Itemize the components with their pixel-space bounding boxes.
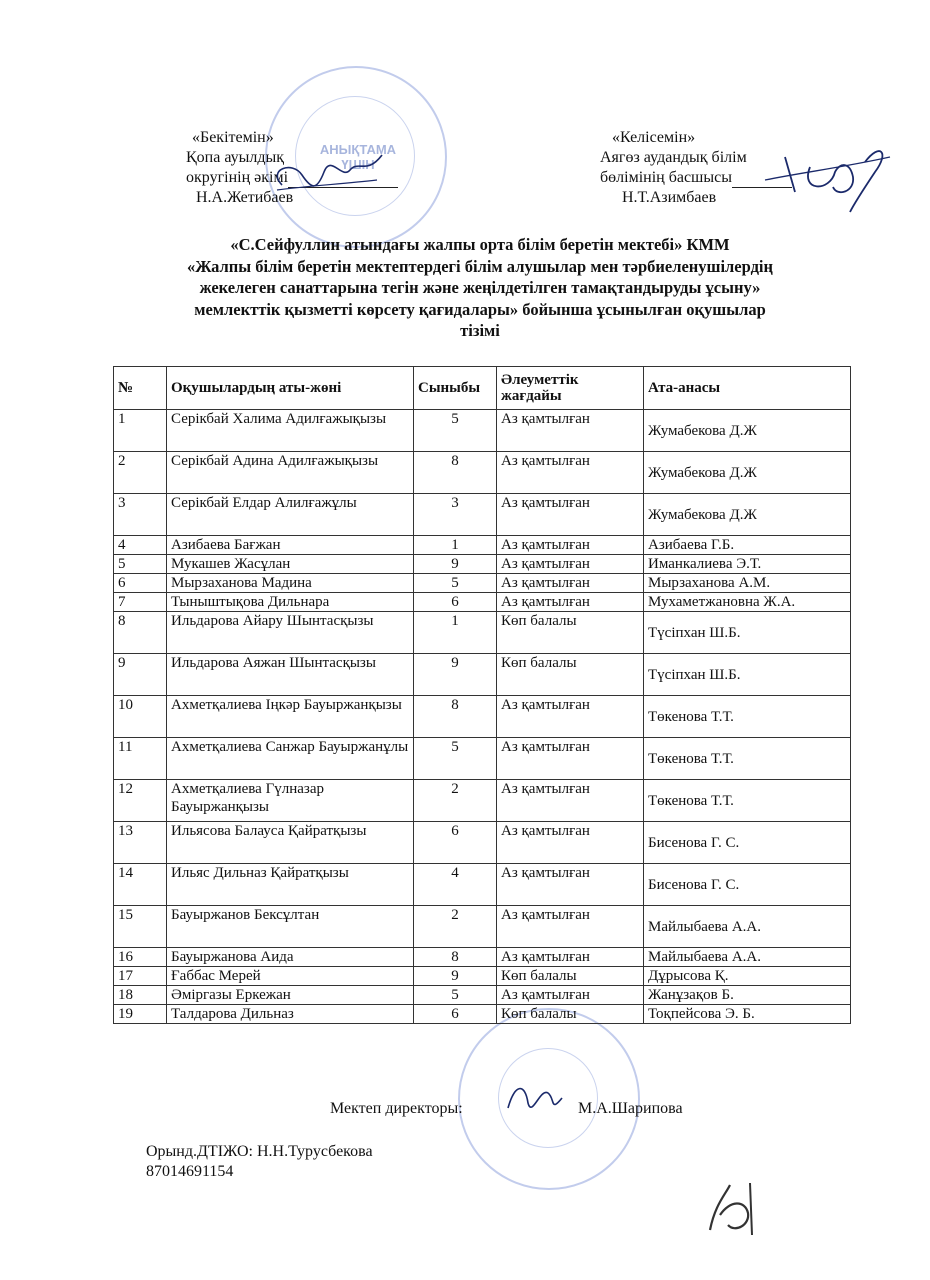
cell-status: Аз қамтылған bbox=[497, 948, 644, 967]
agree-line1: Аягөз аудандық білім bbox=[600, 149, 747, 166]
cell-num: 3 bbox=[114, 494, 167, 536]
cell-parent: Түсіпхан Ш.Б. bbox=[644, 654, 851, 696]
cell-name: Серікбай Елдар Алилғажұлы bbox=[167, 494, 414, 536]
cell-name: Ильдарова Айару Шынтасқызы bbox=[167, 612, 414, 654]
cell-parent: Азибаева Г.Б. bbox=[644, 536, 851, 555]
cell-name: Ильяс Дильназ Қайратқызы bbox=[167, 864, 414, 906]
cell-parent: Майлыбаева А.А. bbox=[644, 906, 851, 948]
cell-num: 2 bbox=[114, 452, 167, 494]
cell-num: 13 bbox=[114, 822, 167, 864]
cell-class: 1 bbox=[414, 612, 497, 654]
cell-status: Аз қамтылған bbox=[497, 986, 644, 1005]
table-row bbox=[114, 612, 851, 654]
cell-parent: Төкенова Т.Т. bbox=[644, 696, 851, 738]
cell-status: Көп балалы bbox=[497, 967, 644, 986]
cell-class: 9 bbox=[414, 654, 497, 696]
approve-line2: округінің әкімі bbox=[186, 169, 289, 186]
approve-heading: «Бекітемін» bbox=[192, 129, 274, 146]
cell-status: Аз қамтылған bbox=[497, 906, 644, 948]
cell-parent: Жанұзақов Б. bbox=[644, 986, 851, 1005]
cell-class: 8 bbox=[414, 696, 497, 738]
cell-status: Аз қамтылған bbox=[497, 822, 644, 864]
cell-num: 12 bbox=[114, 780, 167, 822]
cell-class: 9 bbox=[414, 967, 497, 986]
cell-name: Ғаббас Мерей bbox=[167, 967, 414, 986]
cell-num: 19 bbox=[114, 1005, 167, 1024]
table-row bbox=[114, 822, 851, 864]
cell-name: Ильясова Балауса Қайратқызы bbox=[167, 822, 414, 864]
cell-parent: Тоқпейсова Э. Б. bbox=[644, 1005, 851, 1024]
cell-parent: Төкенова Т.Т. bbox=[644, 738, 851, 780]
executor-phone: 87014691154 bbox=[146, 1163, 234, 1180]
cell-class: 8 bbox=[414, 452, 497, 494]
cell-name: Тыныштықова Дильнара bbox=[167, 593, 414, 612]
cell-class: 5 bbox=[414, 986, 497, 1005]
table-row bbox=[114, 1005, 851, 1024]
director-signature bbox=[500, 1078, 570, 1123]
approve-line1: Қопа ауылдық bbox=[186, 149, 285, 166]
cell-name: Бауыржанов Бексұлтан bbox=[167, 906, 414, 948]
cell-parent: Иманкалиева Э.Т. bbox=[644, 555, 851, 574]
cell-name: Талдарова Дильназ bbox=[167, 1005, 414, 1024]
cell-num: 1 bbox=[114, 410, 167, 452]
cell-class: 5 bbox=[414, 574, 497, 593]
table-row bbox=[114, 452, 851, 494]
cell-status: Аз қамтылған bbox=[497, 738, 644, 780]
table-header-row bbox=[114, 367, 851, 410]
agree-line2: бөлімінің басшысы bbox=[600, 169, 732, 186]
cell-num: 7 bbox=[114, 593, 167, 612]
cell-class: 2 bbox=[414, 780, 497, 822]
table-row bbox=[114, 574, 851, 593]
cell-parent: Жумабекова Д.Ж bbox=[644, 452, 851, 494]
cell-status: Көп балалы bbox=[497, 1005, 644, 1024]
col-header-name: Оқушылардың аты-жөні bbox=[167, 367, 414, 410]
col-header-num: № bbox=[114, 367, 167, 410]
cell-status: Аз қамтылған bbox=[497, 864, 644, 906]
signature-akim bbox=[262, 150, 392, 205]
cell-name: Азибаева Бағжан bbox=[167, 536, 414, 555]
table-row bbox=[114, 906, 851, 948]
cell-status: Көп балалы bbox=[497, 654, 644, 696]
cell-status: Аз қамтылған bbox=[497, 574, 644, 593]
cell-num: 9 bbox=[114, 654, 167, 696]
cell-name: Әміргазы Еркежан bbox=[167, 986, 414, 1005]
cell-parent: Дұрысова Қ. bbox=[644, 967, 851, 986]
cell-name: Серікбай Халима Адилғажықызы bbox=[167, 410, 414, 452]
title-line1: «С.Сейфуллин атындағы жалпы орта білім беретін мектебі» КММ bbox=[230, 235, 730, 254]
cell-name: Ахметқалиева Іңкәр Бауыржанқызы bbox=[167, 696, 414, 738]
cell-name: Бауыржанова Аида bbox=[167, 948, 414, 967]
stamp-label: АНЫҚТАМА ҮШІН bbox=[319, 142, 397, 172]
cell-num: 15 bbox=[114, 906, 167, 948]
title-line5: тізімі bbox=[460, 321, 500, 340]
cell-name: Мырзаханова Мадина bbox=[167, 574, 414, 593]
cell-num: 5 bbox=[114, 555, 167, 574]
title-line3: жекелеген санаттарына тегін және жеңілдетілген тамақтандыруды ұсыну» bbox=[199, 278, 761, 297]
cell-parent: Бисенова Г. С. bbox=[644, 822, 851, 864]
table-body bbox=[114, 410, 851, 1024]
cell-status: Аз қамтылған bbox=[497, 494, 644, 536]
table-row bbox=[114, 864, 851, 906]
cell-name: Ахметқалиева Санжар Бауыржанұлы bbox=[167, 738, 414, 780]
cell-num: 17 bbox=[114, 967, 167, 986]
cell-name: Ильдарова Аяжан Шынтасқызы bbox=[167, 654, 414, 696]
table-row bbox=[114, 967, 851, 986]
cell-parent: Жумабекова Д.Ж bbox=[644, 494, 851, 536]
table-row bbox=[114, 654, 851, 696]
executor: Орынд.ДТІЖО: Н.Н.Турусбекова bbox=[146, 1143, 373, 1160]
cell-num: 8 bbox=[114, 612, 167, 654]
cell-num: 6 bbox=[114, 574, 167, 593]
table-row bbox=[114, 696, 851, 738]
table-row bbox=[114, 738, 851, 780]
cell-parent: Төкенова Т.Т. bbox=[644, 780, 851, 822]
cell-class: 8 bbox=[414, 948, 497, 967]
cell-num: 4 bbox=[114, 536, 167, 555]
cell-class: 6 bbox=[414, 593, 497, 612]
agree-heading: «Келісемін» bbox=[612, 129, 696, 146]
col-header-status: Әлеуметтік жағдайы bbox=[497, 367, 644, 410]
title-line2: «Жалпы білім беретін мектептердегі білім алушылар мен тәрбиеленушілердің bbox=[186, 256, 774, 276]
bottom-mark bbox=[690, 1175, 770, 1245]
cell-class: 5 bbox=[414, 738, 497, 780]
cell-parent: Бисенова Г. С. bbox=[644, 864, 851, 906]
cell-status: Аз қамтылған bbox=[497, 410, 644, 452]
students-table bbox=[113, 366, 851, 1024]
col-header-parent: Ата-анасы bbox=[644, 367, 851, 410]
signature-head bbox=[755, 132, 895, 222]
table-row bbox=[114, 593, 851, 612]
cell-status: Көп балалы bbox=[497, 612, 644, 654]
agree-name: Н.Т.Азимбаев bbox=[622, 189, 717, 206]
cell-status: Аз қамтылған bbox=[497, 593, 644, 612]
cell-class: 2 bbox=[414, 906, 497, 948]
cell-name: Мукашев Жасұлан bbox=[167, 555, 414, 574]
cell-status: Аз қамтылған bbox=[497, 452, 644, 494]
table-row bbox=[114, 555, 851, 574]
cell-status: Аз қамтылған bbox=[497, 555, 644, 574]
cell-parent: Жумабекова Д.Ж bbox=[644, 410, 851, 452]
cell-num: 11 bbox=[114, 738, 167, 780]
cell-num: 10 bbox=[114, 696, 167, 738]
cell-class: 9 bbox=[414, 555, 497, 574]
table-row bbox=[114, 410, 851, 452]
cell-parent: Мухаметжановна Ж.А. bbox=[644, 593, 851, 612]
table-row bbox=[114, 948, 851, 967]
table-row bbox=[114, 780, 851, 822]
cell-class: 1 bbox=[414, 536, 497, 555]
table-row bbox=[114, 494, 851, 536]
director-name: М.А.Шарипова bbox=[578, 1100, 683, 1117]
cell-name: Серікбай Адина Адилғажықызы bbox=[167, 452, 414, 494]
cell-status: Аз қамтылған bbox=[497, 536, 644, 555]
table-row bbox=[114, 536, 851, 555]
director-label: Мектеп директоры: bbox=[330, 1100, 463, 1117]
cell-parent: Түсіпхан Ш.Б. bbox=[644, 612, 851, 654]
approve-name: Н.А.Жетибаев bbox=[196, 189, 294, 206]
col-header-class: Сыныбы bbox=[414, 367, 497, 410]
title-line4: мемлекттік қызметті көрсету қағидалары» бойынша ұсынылған оқушылар bbox=[194, 299, 766, 319]
cell-num: 16 bbox=[114, 948, 167, 967]
cell-status: Аз қамтылған bbox=[497, 780, 644, 822]
cell-class: 5 bbox=[414, 410, 497, 452]
cell-status: Аз қамтылған bbox=[497, 696, 644, 738]
cell-parent: Майлыбаева А.А. bbox=[644, 948, 851, 967]
document-title bbox=[150, 234, 810, 342]
cell-class: 4 bbox=[414, 864, 497, 906]
cell-num: 14 bbox=[114, 864, 167, 906]
cell-class: 6 bbox=[414, 822, 497, 864]
cell-parent: Мырзаханова А.М. bbox=[644, 574, 851, 593]
cell-num: 18 bbox=[114, 986, 167, 1005]
cell-class: 3 bbox=[414, 494, 497, 536]
cell-class: 6 bbox=[414, 1005, 497, 1024]
table-row bbox=[114, 986, 851, 1005]
cell-name: Ахметқалиева Гүлназар Бауыржанқызы bbox=[167, 780, 414, 822]
